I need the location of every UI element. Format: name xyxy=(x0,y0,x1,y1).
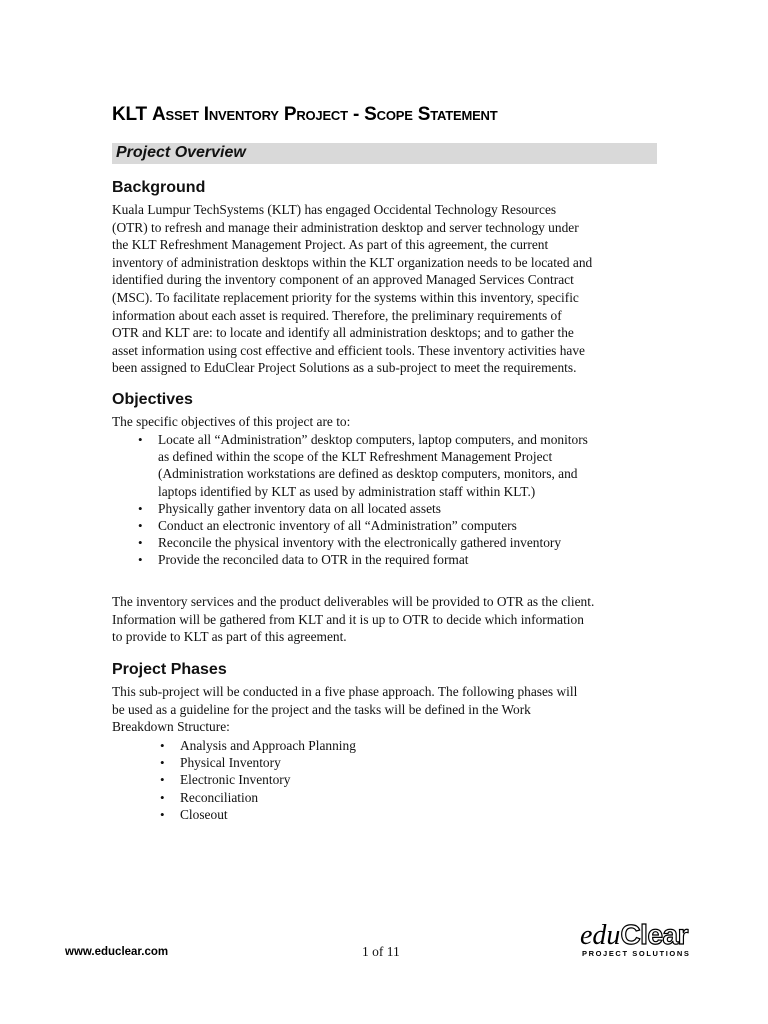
section-bar xyxy=(112,143,657,164)
objective-line: laptops identified by KLT as used by administration staff within KLT.) xyxy=(158,483,536,499)
objectives-closing-paragraph xyxy=(112,593,662,646)
objective-item xyxy=(135,517,588,534)
phases-list xyxy=(157,737,356,823)
background-line: (MSC). To facilitate replacement priority for the systems within this inventory, specific xyxy=(112,289,579,305)
objective-line: • Provide the reconciled data to OTR in the required format xyxy=(158,552,469,568)
title-word: Project xyxy=(283,104,353,125)
title-word: Scope xyxy=(364,104,418,125)
phase-item xyxy=(157,771,356,788)
objectives-intro-text: The specific objectives of this project are to: xyxy=(112,414,351,429)
background-line: OTR and KLT are: to locate and identify all administration desktops; and to gather the xyxy=(112,325,574,341)
objective-line: • Locate all “Administration” desktop computers, laptop computers, and monitors xyxy=(158,432,588,447)
phase-label: • Closeout xyxy=(180,806,228,822)
objective-line: (Administration workstations are defined as desktop computers, monitors, and xyxy=(158,466,578,482)
closing-line: to provide to KLT as part of this agreement. xyxy=(112,629,347,645)
objective-line: as defined within the scope of the KLT Refreshment Management Project xyxy=(158,449,553,465)
logo-clear-text: Clear xyxy=(620,919,688,950)
objective-line: • Physically gather inventory data on all located assets xyxy=(158,500,441,516)
educlear-logo xyxy=(580,921,702,959)
background-line: been assigned to EduClear Project Solutions as a sub-project to meet the requirements. xyxy=(112,360,577,376)
background-line: information about each asset is required. Therefore, the preliminary requirements of xyxy=(112,307,562,323)
closing-line: Information will be gathered from KLT and it is up to OTR to decide which information xyxy=(112,611,584,627)
phase-item xyxy=(157,737,356,754)
phase-label: • Physical Inventory xyxy=(180,755,281,771)
background-line: identified during the inventory component of an approved Managed Services Contract xyxy=(112,272,574,288)
title-word: Asset xyxy=(152,104,204,125)
logo-wordmark xyxy=(580,921,688,950)
objective-line: • Conduct an electronic inventory of all “Administration” computers xyxy=(158,518,517,534)
phases-intro-line: Breakdown Structure: xyxy=(112,719,230,735)
phase-item xyxy=(157,789,356,806)
phases-intro-line: This sub-project will be conducted in a five phase approach. The following phases will xyxy=(112,684,578,699)
objectives-list xyxy=(135,431,588,569)
phase-label: • Analysis and Approach Planning xyxy=(180,738,356,753)
closing-line: The inventory services and the product deliverables will be provided to OTR as the client. xyxy=(112,594,595,609)
background-line: Kuala Lumpur TechSystems (KLT) has engaged Occidental Technology Resources xyxy=(112,202,557,217)
page-number: 1 of 11 xyxy=(362,944,400,959)
section-bar-label: Project Overview xyxy=(116,144,246,161)
objective-item xyxy=(135,500,588,517)
background-heading: Background xyxy=(112,179,206,196)
title-word: KLT xyxy=(112,104,153,125)
phase-item xyxy=(157,806,356,823)
title-word: Inventory xyxy=(203,104,284,125)
background-line: inventory of administration desktops within the KLT organization needs to be located and xyxy=(112,254,593,270)
logo-edu-text: edu xyxy=(580,920,621,951)
phases-intro-line: be used as a guideline for the project and the tasks will be defined in the Work xyxy=(112,701,531,717)
phase-item xyxy=(157,754,356,771)
background-line: asset information using cost effective and efficient tools. These inventory activities have xyxy=(112,342,586,358)
background-paragraph xyxy=(112,201,662,377)
phases-heading: Project Phases xyxy=(112,661,227,678)
objectives-heading: Objectives xyxy=(112,391,193,408)
background-line: (OTR) to refresh and manage their administration desktop and server technology under xyxy=(112,219,579,235)
page-title xyxy=(112,104,497,126)
title-word: - xyxy=(352,104,365,125)
background-line: the KLT Refreshment Management Project. As part of this agreement, the current xyxy=(112,237,549,253)
title-word: Statement xyxy=(417,104,498,125)
logo-subtitle: PROJECT SOLUTIONS xyxy=(582,949,691,958)
footer-url: www.educlear.com xyxy=(65,946,169,958)
phase-label: • Electronic Inventory xyxy=(180,772,291,788)
objectives-intro xyxy=(112,413,662,431)
objective-item xyxy=(135,534,588,551)
phases-intro-paragraph xyxy=(112,683,662,736)
phase-label: • Reconciliation xyxy=(180,789,259,805)
objective-line: • Reconcile the physical inventory with the electronically gathered inventory xyxy=(158,535,562,551)
objective-item xyxy=(135,551,588,568)
objective-item xyxy=(135,431,588,500)
